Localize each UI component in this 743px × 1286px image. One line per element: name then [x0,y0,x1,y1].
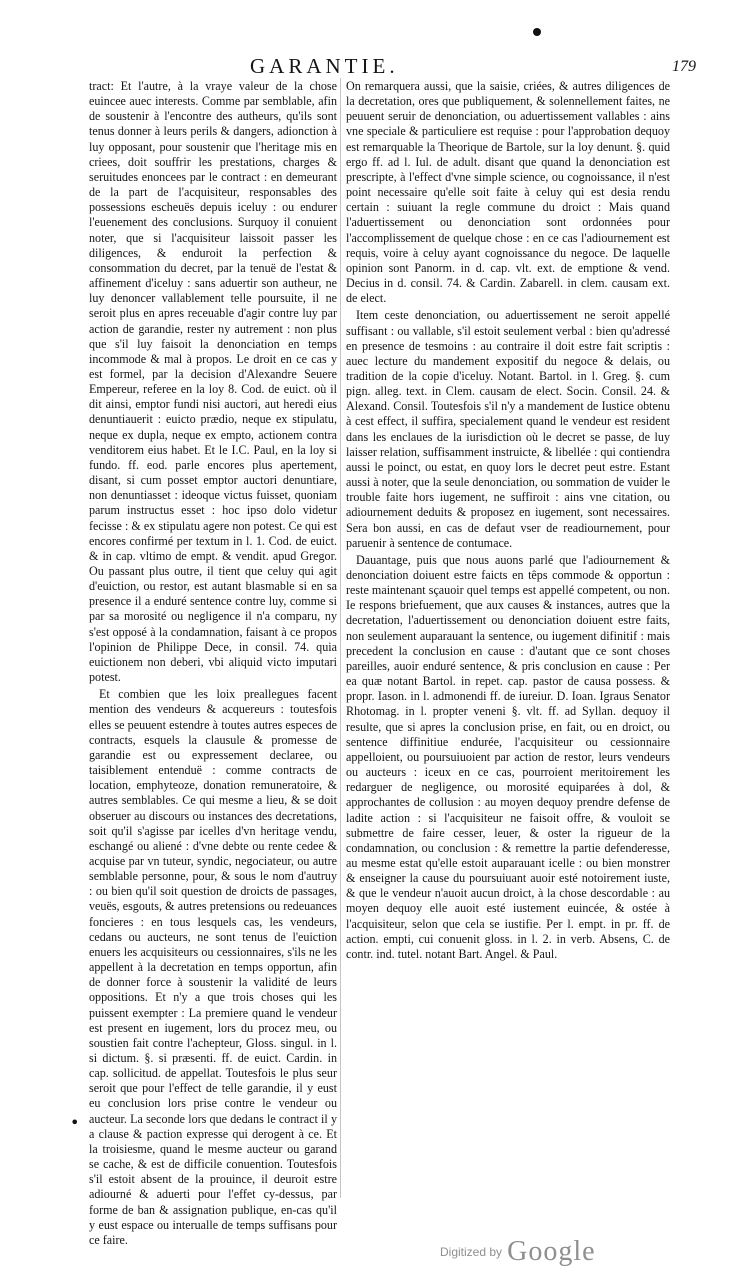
column-divider [340,78,341,1198]
running-title: GARANTIE. [250,54,399,78]
digitized-by-label: Digitized by [440,1245,503,1259]
right-paragraph-2: Item ceste denonciation, ou aduertissement ne seroit appellé suffisant : ou vallable, s'il estoit seulement verbal : bien qu'adressé en presence de tesmoins : au contraire il doit estre fait scriptis : auec lecture du mandement expositif du negoce & delais, ou tradition de la copie d'iceluy. Notant. Bartol. in l. Greg. §. cum pign. alleg. text. in Clem. causam de elect. Socin. Consil. 24. & Alexand. Consil. Toutesfois s'il n'y a mandement de Iustice obtenu à cest effect, il suffira, specialement quand le vendeur est resident dans les enclaues de la iurisdiction où le decret se passe, de luy laisser relation, suffisamment instruicte, & libellée : qui contiendra aussi le poinct, ou estat, en quoy lors le decret peut estre. Estant aussi à noter, que la seule denonciation, ou sommation de vuider le trouble faite hors iugement, ne suffiroit : ains vne citation, ou adiournement deduits & proposez en iugement, sont necessaires. Sera bon aussi, en cas de defaut vser de readiournement, pour paruenir à sentence de contumace. [346,308,670,550]
google-logo: Google [507,1236,596,1267]
right-paragraph-1: On remarquera aussi, que la saisie, criées, & autres diligences de la decretation, ores que publiquement, & solennellement faites, ne peuuent seruir de denonciation, ou aduertissement vallables : ains vne speciale & particuliere est requise : pour l'approbation dequoy est remarquable la Theorique de Bartole, sur la loy denunt. §. quid ergo ff. ad l. Iul. de adult. disant que quand la denonciation est prescripte, à l'effect d'vne simple science, ou cognoissance, il n'est point necessaire qu'elle soit faite à celuy qui est desia rendu certain : suiuant la regle commune du droict : Mais quand l'aduertissement ou denonciation sont ordonnées pour l'accomplissement de quelque chose : en ce cas l'adiournement est requis, voire à celuy ayant cognoissance du negoce. De laquelle opinion sont Panorm. in d. cap. vlt. ext. de emptione & vend. Decius in d. consil. 74. & Cardin. Zabarell. in clem. causam ext. de elect. [346,79,670,306]
left-paragraph-1: tract: Et l'autre, à la vraye valeur de la chose euincee auec interests. Comme par semblable, afin de soustenir à l'encontre des autheurs, qu'ils sont tenus donner à leurs perils & dangers, adionction à luy opposant, pour soustenir que l'heritage mis en criees, doit souffrir les prestations, charges & seruitudes enoncees par le contract : en demeurant de la part de l'acquisiteur, responsables des possessions escheuës depuis iceluy : ou endurer l'euenement des conclusions. Surquoy il conuient noter, que si l'acquisiteur laissoit passer les diligences, & enduroit la perfection & consommation du decret, par la tenuë de l'estat & affinement d'iceluy : sans aduertir son autheur, ne luy denoncer vallablement telle poursuite, il ne seroit plus en apres receuable d'agir contre luy par action de garandie, rester ny autrement : non plus que s'il luy faisoit la denonciation en temps incommode & mal à propos. Le droit en ce cas y est formel, par la decision d'Alexandre Seuere Empereur, referee en la loy 8. Cod. de euict. où il dit ainsi, emptor fundi nisi auctori, aut heredi eius denuntiauerit : euicto prædio, neque ex stipulatu, neque ex dupla, neque ex empto, actionem contra venditorem eius habet. Et le I.C. Paul, en la loy si fundo. ff. eod. parle encores plus apertement, disant, si cum posset emptor auctori denuntiare, non denuntiasset : ideoque victus fuisset, quoniam parum instructus esset : hoc ipso dolo videtur fecisse : & ex stipulatu agere non potest. Ce qui est encores confirmé per textum in l. 1. Cod. de euict. & in cap. vltimo de empt. & vendit. apud Gregor. Ou passant plus outre, il tient que celuy qui agit d'euiction, ou restor, est autant blasmable si en sa presence il a enduré sentence contre luy, comme si par sa morosité ou negligence il n'a comparu, ny s'est opposé à la condamnation, faisant à ce propos l'opinion de Philippe Dece, in consil. 74. quia euictionem non deberi, vbi aliquid victo imputari potest. [89,79,337,685]
left-paragraph-2: Et combien que les loix preallegues facent mention des vendeurs & acquereurs : toutesfois elles se peuuent estendre à toutes autres especes de contracts, esquels la clausule & promesse de garandie est ou expressement declaree, ou taisiblement entenduë : comme contracts de location, emphyteoze, donation remuneratoire, & autres semblables. Ce qui mesme a lieu, & se doit obseruer au discours ou instances des decretations, soit qu'il s'agisse par icelles d'vn heritage vendu, eschangé ou aliené : d'vne debte ou rente cedee & acquise par vn tuteur, syndic, negociateur, ou autre semblable personne, pour, & sous le nom d'autruy : ou bien qu'il soit question de droicts de passages, veuës, esgouts, & autres pretensions ou redeuances foncieres : en tous lesquels cas, les vendeurs, cedans ou aucteurs, ne sont tenus de l'euiction enuers les acquisiteurs ou cessionnaires, s'ils ne les appellent à la decretation en temps opportun, afin de donner force à soustenir la validité de leurs oppositions. Et n'y a que trois choses qui les puissent exempter : La premiere quand le vendeur est present en iugement, lors du procez meu, ou soustien fait contre l'achepteur, Gloss. singul. in l. si dictum. §. si præsenti. ff. de euict. Cardin. in cap. sollicitud. de appellat. Toutesfois le plus seur seroit que pour l'effect de telle garandie, il y eust eu conclusion lors prise contre le vendeur ou aucteur. La seconde lors que dedans le contract il y a clause & paction expresse qui derogent à ce. Et la troisiesme, quand le mesme aucteur ou garand se cache, & est de difficile conuention. Toutesfois s'il estoit absent de la prouince, il deuroit estre adiourné & aduerti pour l'effet cy-dessus, par forme de ban & assignation publique, en-cas qu'il y eust espace ou interualle de temps suffisans pour ce faire. [89,687,337,1247]
page-number: 179 [672,58,696,75]
margin-bullet-icon: • [70,1113,80,1132]
ornament-dot [533,28,541,36]
left-column [89,79,337,1250]
right-paragraph-3: Dauantage, puis que nous auons parlé que l'adiournement & denonciation doiuent estre faicts en têps commode & opportun : reste maintenant sçauoir quel temps est appellé competent, ou non. Ie respons briefuement, que aux causes & instances, autres que la decretation, l'aduertissement ou denonciation doiuent estre faits, non seulement auparauant la sentence, ou iugement difinitif : mais precedent la conclusion en cause : d'autant que ce sont choses pareilles, auoir enduré sentence, & pris conclusion en cause : Per ea quæ notant Bartol. in repet. cap. pastor de causa possess. & propr. Iason. in l. admonendi ff. de iureiur. D. Ioan. Igraus Senator Rhotomag. in l. propter veneni §. vlt. ff. ad Syllan. dequoy il resulte, que si apres la conclusion prise, en fait, ou en droict, ou sentence diffinitiue endurée, l'acquisiteur ou cessionnaire appelloient, ou poursuiuoient par action de restor, leurs vendeurs ou aucteurs : iceux en ce cas, pourroient meritoirement les redarguer de negligence, ou morosité equiparées à dol, & approchantes de collusion : au moyen dequoy prendre defense de ladite action : si l'acquisiteur ne faisoit offre, & vouloit se submettre de faire cesser, leuer, & oster la rigueur de la condamnation, ou conclusion : & remettre la partie defenderesse, au mesme estat qu'elle estoit auparauant icelle : ou bien monstrer & enseigner la cause du poursuiuant auoir esté notoirement iuste, & que le vendeur n'auoit aucun droict, à la chose descordable : au moyen dequoy elle auoit esté iustement euincée, & ostée à l'acquisiteur, selon que cela se iustifie. Per l. empt. in pr. ff. de action. empti, cui conuenit gloss. in l. 2. in verb. Absens, C. de contr. ind. tutel. notant Bart. Angel. & Paul. [346,552,670,961]
right-column [346,79,670,964]
digitization-watermark [440,1236,596,1268]
